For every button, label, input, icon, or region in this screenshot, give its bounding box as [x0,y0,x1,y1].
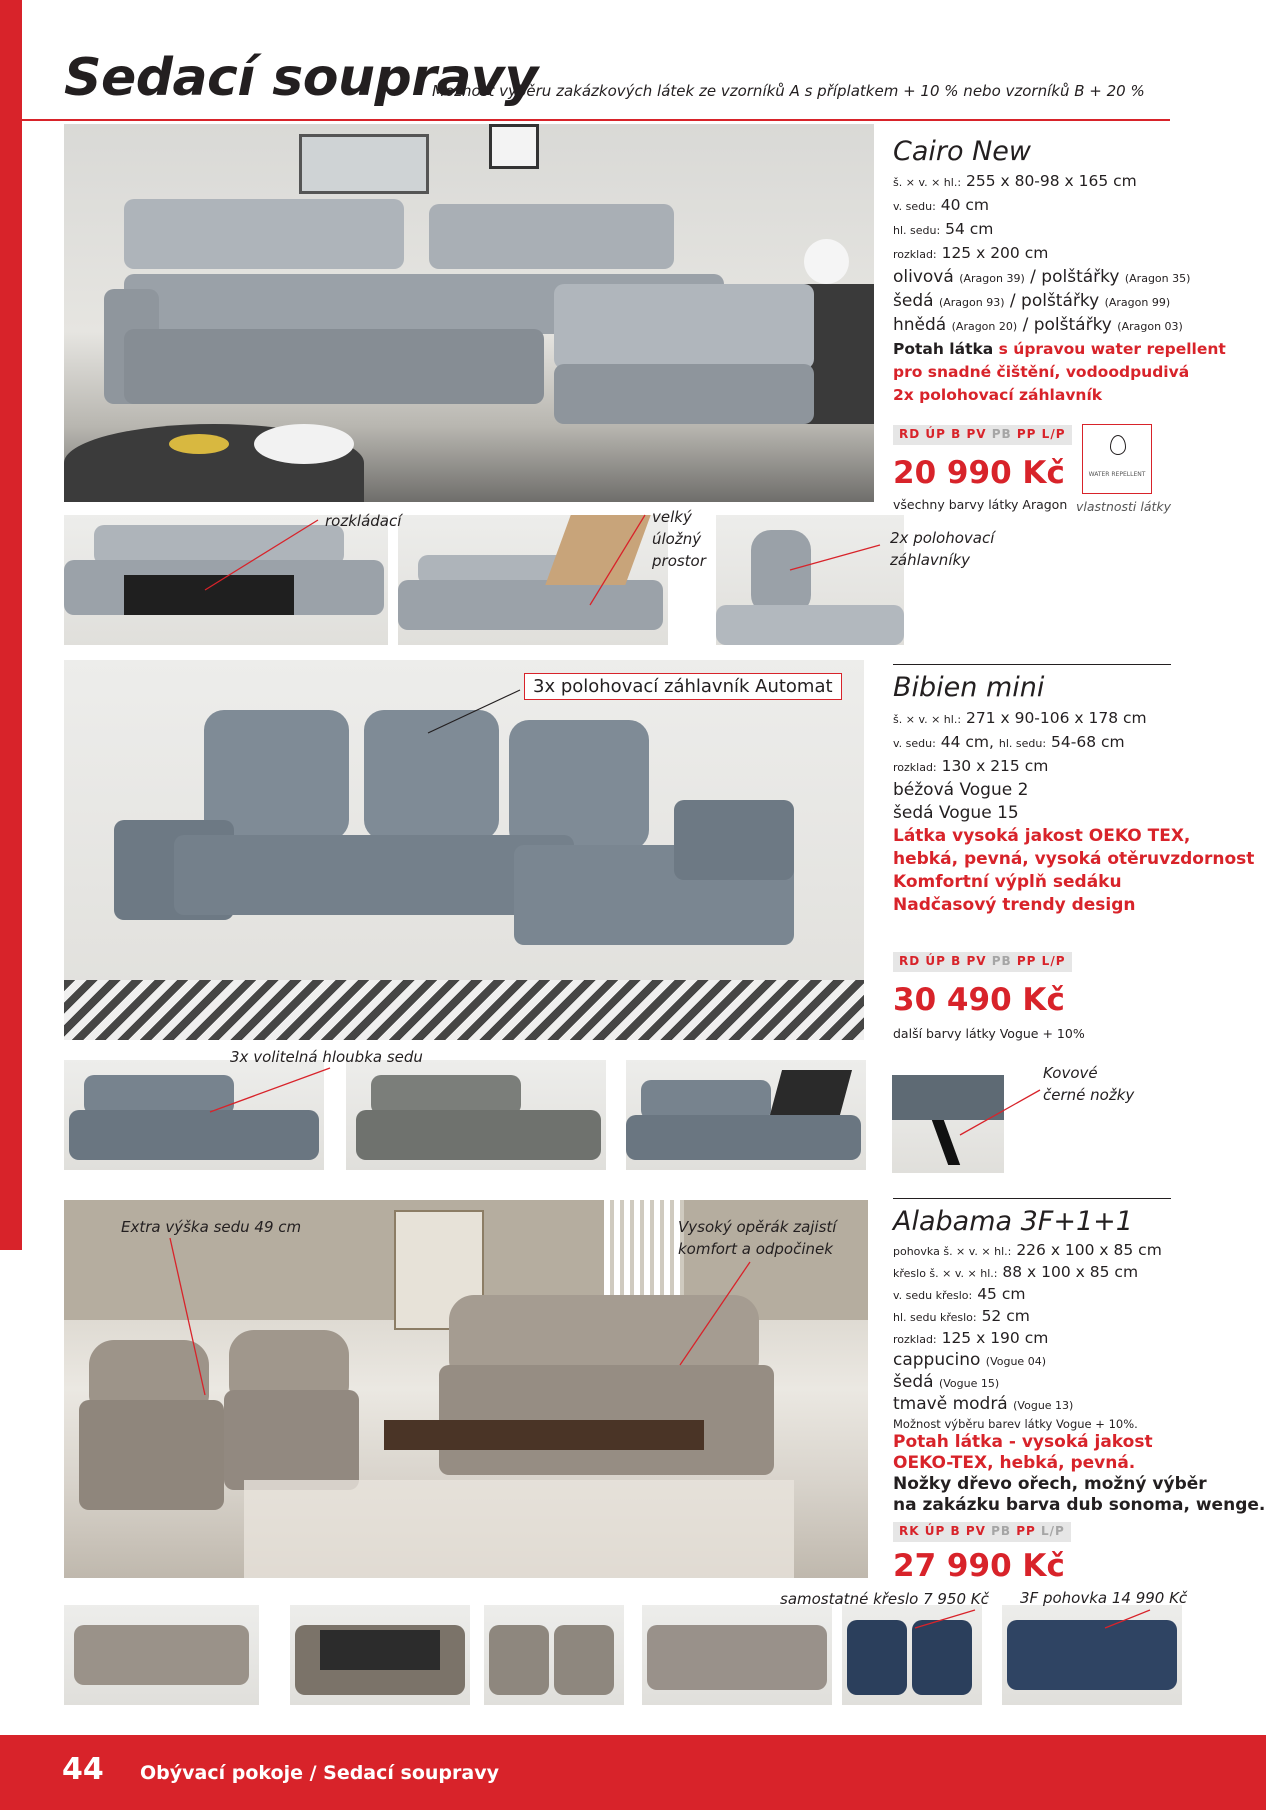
spec-value: 125 x 200 cm [941,244,1049,262]
alabama-height-callout: Extra výška sedu 49 cm [121,1218,302,1236]
color-name: olivová [893,267,954,287]
code: ÚP [925,427,946,441]
arrow-sofa [1105,1610,1150,1628]
feature-rest: s úpravou water repellent [993,340,1226,358]
color-code: (Vogue 04) [985,1355,1046,1368]
fabric-properties-caption: vlastnosti látky [1076,499,1172,514]
spec-label: rozklad: [893,1333,937,1346]
cairo-price: 20 990 Kč [893,455,1065,491]
spec-label: š. × v. × hl.: [893,176,962,189]
alabama-spec-sofa-dim [893,1240,1265,1262]
code: PV [966,954,987,968]
code: RD [899,954,921,968]
color-name: hnědá [893,315,947,335]
bibien-feature-2: hebká, pevná, vysoká otěruvzdornost [893,849,1255,869]
alabama-back-callout-1: Vysoký opěrák zajistí [678,1218,837,1236]
alabama-separator [893,1198,1171,1199]
code: PP [1016,1524,1036,1538]
color-name: šedá [893,291,934,311]
alabama-codes [893,1522,1071,1542]
alabama-spec-chair-dim [893,1262,1265,1284]
spec-label: hl. sedu: [998,737,1047,750]
cairo-callout-headrests-2: záhlavníky [890,551,971,569]
spec-label: v. sedu: [893,737,936,750]
color-code: (Aragon 99) [1104,296,1171,309]
spec-label: křeslo š. × v. × hl.: [893,1267,998,1280]
alabama-feature-red-2: OEKO-TEX, hebká, pevná. [893,1453,1136,1473]
bibien-feature-3: Komfortní výplň sedáku [893,872,1122,892]
cairo-callout-storage-3: prostor [652,552,706,570]
code: PB [991,427,1012,441]
cairo-callout-rozkladaci: rozkládací [325,512,402,530]
alabama-price: 27 990 Kč [893,1548,1065,1584]
color-name: šedá [893,1372,934,1392]
bibien-headrest-callout: 3x polohovací záhlavník Automat [524,673,842,700]
bibien-legs-callout-2: černé nožky [1043,1086,1135,1104]
code: ÚP [925,954,946,968]
spec-label: š. × v. × hl.: [893,713,962,726]
alabama-color-note: Možnost výběru barev látky Vogue + 10%. [893,1417,1138,1431]
code: PV [966,427,987,441]
spec-value: 40 cm [940,196,990,214]
spec-label: hl. sedu: [893,224,941,237]
spec-label: hl. sedu křeslo: [893,1311,977,1324]
spec-value: 125 x 190 cm [941,1329,1049,1347]
bibien-color-1: béžová Vogue 2 [893,780,1029,800]
bibien-feature-1: Látka vysoká jakost OEKO TEX, [893,826,1191,846]
bibien-name: Bibien mini [893,672,1045,703]
cairo-feature-2: 2x polohovací záhlavník [893,386,1103,404]
badge-text: WATER REPELLENT [1088,471,1146,478]
bibien-price-note: další barvy látky Vogue + 10% [893,1026,1085,1041]
code: RK [899,1524,920,1538]
spec-value: 88 x 100 x 85 cm [1002,1263,1139,1281]
alabama-armchair-price: samostatné křeslo 7 950 Kč [780,1590,989,1608]
alabama-name: Alabama 3F+1+1 [893,1206,1133,1237]
alabama-color-2 [893,1372,1265,1394]
page-title: Sedací soupravy [64,48,538,108]
spec-value: 255 x 80-98 x 165 cm [965,172,1137,190]
arrow-back [680,1262,750,1365]
color-code: (Vogue 13) [1013,1399,1074,1412]
alabama-spec-bed [893,1328,1265,1350]
spec-value: 271 x 90-106 x 178 cm [965,709,1147,727]
code: PB [991,1524,1012,1538]
color-code: (Aragon 93) [938,296,1005,309]
color-code: (Aragon 35) [1124,272,1191,285]
color-code: (Aragon 20) [951,320,1018,333]
color-name: tmavě modrá [893,1394,1008,1414]
arrow-armchair [915,1610,975,1628]
cairo-callout-storage-1: velký [652,508,692,526]
code: L/P [1041,954,1066,968]
alabama-feature-2: na zakázku barva dub sonoma, wenge. [893,1495,1266,1515]
cairo-name: Cairo New [893,136,1031,167]
code: PV [965,1524,986,1538]
code: B [951,427,962,441]
spec-value: 45 cm [977,1285,1026,1303]
spec-label: v. sedu křeslo: [893,1289,973,1302]
color-sep: / polštářky [1024,267,1125,287]
color-name: cappucino [893,1350,981,1370]
alabama-sofa-price: 3F pohovka 14 990 Kč [1020,1589,1188,1607]
bibien-price: 30 490 Kč [893,982,1065,1018]
cairo-callout-storage-2: úložný [652,530,702,548]
spec-label: rozklad: [893,248,937,261]
color-code: (Vogue 15) [938,1377,1000,1390]
spec-value: 44 cm, [940,733,994,751]
alabama-back-callout-2: komfort a odpočinek [678,1240,833,1258]
code: ÚP [924,1524,946,1538]
code: PB [991,954,1012,968]
code: L/P [1041,427,1066,441]
spec-value: 130 x 215 cm [941,757,1049,775]
cairo-feature-1: pro snadné čištění, vodoodpudivá [893,363,1190,381]
code: RD [899,427,921,441]
alabama-spec-seat-height [893,1284,1265,1306]
code: PP [1016,954,1037,968]
alabama-feature-red-1: Potah látka - vysoká jakost [893,1432,1153,1452]
alabama-feature-1: Nožky dřevo ořech, možný výběr [893,1474,1207,1494]
page-subtitle: Možnost výběru zakázkových látek ze vzorníků A s příplatkem + 10 % nebo vzorníků B + 20 % [432,82,1145,100]
spec-label: rozklad: [893,761,937,774]
code: PP [1016,427,1037,441]
alabama-color-3 [893,1394,1265,1416]
bibien-color-2: šedá Vogue 15 [893,803,1019,823]
spec-label: v. sedu: [893,200,936,213]
color-code: (Aragon 39) [959,272,1025,285]
color-sep: / polštářky [1004,291,1105,311]
bibien-legs-callout-1: Kovové [1043,1064,1098,1082]
feature-prefix: Potah látka [893,340,994,358]
code: L/P [1041,1524,1065,1538]
spec-value: 226 x 100 x 85 cm [1016,1241,1162,1259]
code: B [950,1524,961,1538]
spec-value: 54 cm [945,220,994,238]
alabama-specs [893,1240,1265,1516]
arrow-height [170,1238,205,1395]
spec-value: 52 cm [981,1307,1030,1325]
cairo-callout-headrests-1: 2x polohovací [890,529,995,547]
color-code: (Aragon 03) [1117,320,1183,333]
spec-label: pohovka š. × v. × hl.: [893,1245,1012,1258]
alabama-spec-seat-depth [893,1306,1265,1328]
spec-value: 54-68 cm [1051,733,1125,751]
alabama-color-1 [893,1350,1265,1372]
cairo-price-note: všechny barvy látky Aragon [893,497,1068,512]
footer-section: Obývací pokoje / Sedací soupravy [140,1762,499,1784]
bibien-depth-callout: 3x volitelná hloubka sedu [230,1048,423,1066]
code: B [951,954,962,968]
page-number: 44 [62,1752,104,1787]
bibien-feature-4: Nadčasový trendy design [893,895,1136,915]
color-sep: / polštářky [1017,315,1118,335]
